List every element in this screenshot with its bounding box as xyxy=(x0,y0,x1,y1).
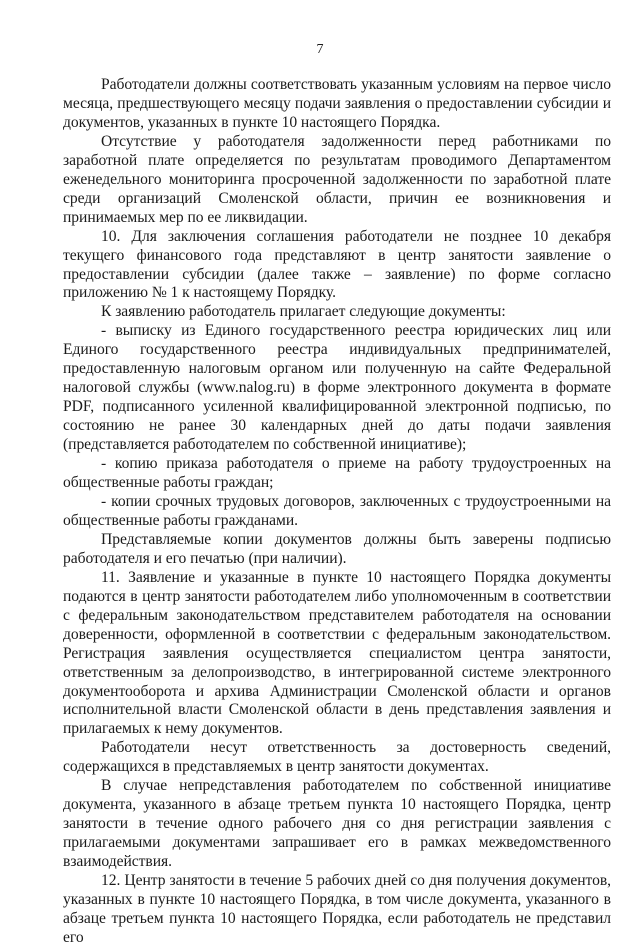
paragraph: В случае непредставления работодателем по собственной инициативе документа, указанного в абзаце третьем пункта 10 настоящего Порядка, центр занятости в течение одного рабочего дня со дня регистрации заявления с прилагаемыми документами запрашивает его в рамках межведомственного взаимодействия. xyxy=(63,777,611,871)
list-item: - копии срочных трудовых договоров, заключенных с трудоустроенными на общественные работы гражданами. xyxy=(63,492,611,529)
paragraph: Представляемые копии документов должны быть заверены подписью работодателя и его печатью (при наличии). xyxy=(63,530,611,567)
list-item: - выписку из Единого государственного реестра юридических лиц или Единого государственного реестра индивидуальных предпринимателей, предоставленную налоговым органом или полученную на сайте Федеральной налоговой службы (www.nalog.ru) в форме электронного документа в формате PDF, подписанного усиленной квалифицированной электронной подписью, по состоянию не ранее 30 календарных дней до даты подачи заявления (представляется работодателем по собственной инициативе); xyxy=(63,322,611,454)
paragraph: 10. Для заключения соглашения работодатели не позднее 10 декабря текущего финансового года представляют в центр занятости заявление о предоставлении субсидии (далее также – заявление) по форме согласно приложению № 1 к настоящему Порядку. xyxy=(63,227,611,302)
paragraph: Отсутствие у работодателя задолженности перед работниками по заработной плате определяется по результатам проводимого Департаментом еженедельного мониторинга просроченной задолженности по заработной плате среди организаций Смоленской области, причин ее возникновения и принимаемых мер по ее ликвидации. xyxy=(63,132,611,226)
paragraph: 12. Центр занятости в течение 5 рабочих дней со дня получения документов, указанных в пункте 10 настоящего Порядка, в том числе документа, указанного в абзаце третьем пункта 10 настоящего Порядка, если работодатель не представил его xyxy=(63,872,611,946)
paragraph: К заявлению работодатель прилагает следующие документы: xyxy=(101,303,506,321)
paragraph: 11. Заявление и указанные в пункте 10 настоящего Порядка документы подаются в центр занятости работодателем либо уполномоченным в соответствии с федеральным законодательством представителем работодателя на основании доверенности, оформленной в соответствии с федеральным законодательством. Регистрация заявления осуществляется специалистом центра занятости, ответственным за делопроизводство, в интегрированной системе электронного документооборота и архива Администрации Смоленской области и органов исполнительной власти Смоленской области в день представления заявления и прилагаемых к нему документов. xyxy=(63,568,611,738)
page-number: 7 xyxy=(316,42,324,57)
list-item: - копию приказа работодателя о приеме на работу трудоустроенных на общественные работы граждан; xyxy=(63,455,611,492)
paragraph: Работодатели должны соответствовать указанным условиям на первое число месяца, предшествующего месяцу подачи заявления о предоставлении субсидии и документов, указанных в пункте 10 настоящего Порядка. xyxy=(63,76,611,131)
document-body xyxy=(63,76,611,948)
paragraph: Работодатели несут ответственность за достоверность сведений, содержащихся в представляемых в центр занятости документах. xyxy=(63,739,611,776)
